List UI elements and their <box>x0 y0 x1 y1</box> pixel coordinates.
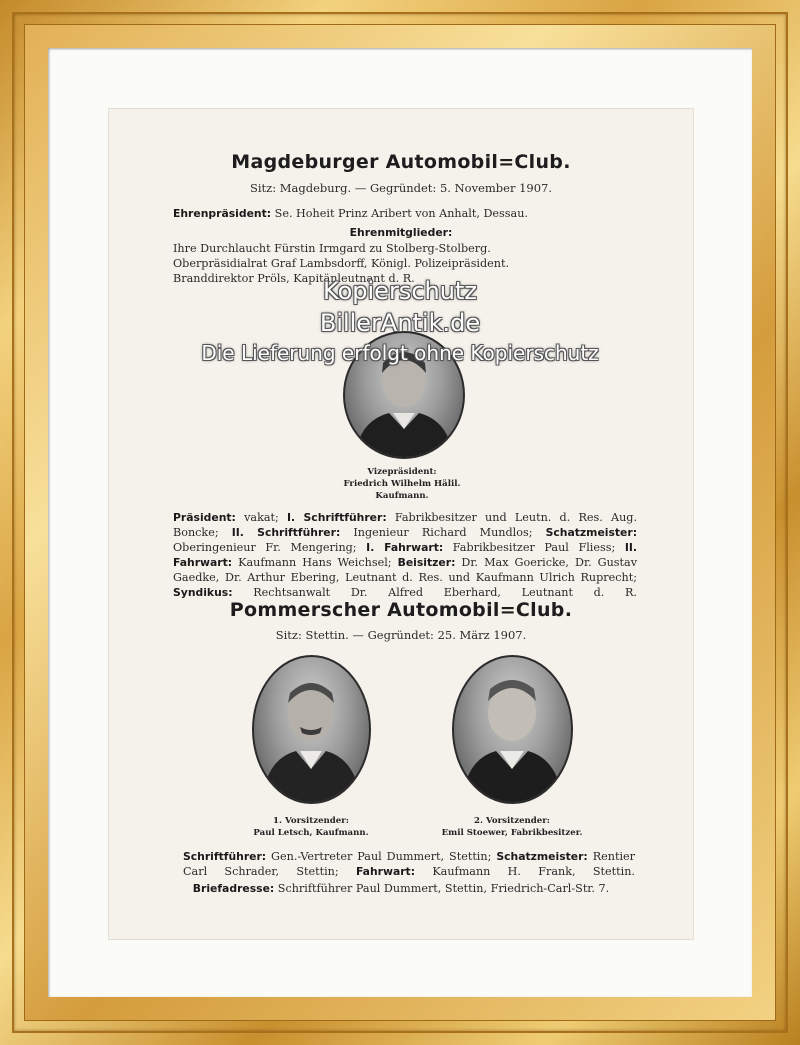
officer-label: Schatzmeister: <box>496 850 588 863</box>
club1-members <box>173 510 637 600</box>
member-text: Ingenieur Richard Mundlos; <box>340 526 546 539</box>
portrait-stoewer <box>452 655 573 804</box>
officer-text: Rentier Carl Schrader, Stettin; <box>183 850 635 878</box>
officer-text: Gen.-Vertreter Paul Dummert, Stettin; <box>266 850 497 863</box>
print-page <box>108 108 694 940</box>
member-text: Dr. Max Goericke, Dr. Gustav Gaedke, Dr. Arthur Ebering, Leutnant d. Res. und Kaufmann Ulrich Ruprecht; <box>173 556 638 584</box>
ehrenmitglieder-heading: Ehrenmitglieder: <box>349 226 453 239</box>
ehrenpraesident-line <box>173 206 528 221</box>
portrait-letsch <box>252 655 371 804</box>
ehrenmitglied-item: Oberpräsidialrat Graf Lambsdorff, Königl. Polizeipräsident. <box>173 257 510 270</box>
member-text: Oberingenieur Fr. Mengering; <box>173 541 367 554</box>
member-text: Fabrikbesitzer Paul Fliess; <box>443 541 625 554</box>
member-label: Beisitzer: <box>397 556 456 569</box>
letsch-caption: 1. Vorsitzender: Paul Letsch, Kaufmann. <box>253 816 369 838</box>
briefadresse-label: Briefadresse: <box>192 882 275 895</box>
member-label: Schatzmeister: <box>545 526 638 539</box>
watermark-line2: BillerAntik.de <box>319 309 481 337</box>
ehrenpraesident-value: Se. Hoheit Prinz Aribert von Anhalt, Dessau. <box>274 207 528 220</box>
portrait-photo <box>254 657 369 802</box>
member-text: Kaufmann Hans Weichsel; <box>232 556 398 569</box>
watermark-line1: Kopierschutz <box>323 277 477 305</box>
ehrenpraesident-label: Ehrenpräsident: <box>173 207 272 220</box>
member-text: vakat; <box>235 511 287 524</box>
portrait-photo <box>454 657 571 802</box>
member-label: II. Fahrwart: <box>173 541 637 569</box>
member-label: I. Fahrwart: <box>366 541 444 554</box>
vizepraesident-caption: Vizepräsident: Friedrich Wilhelm Hälil. Kaufmann. <box>343 467 461 501</box>
ehrenmitglied-item: Branddirektor Pröls, Kapitänleutnant d. R. <box>173 272 415 285</box>
member-label: Präsident: <box>173 511 236 524</box>
ehrenmitglied-item: Ihre Durchlaucht Fürstin Irmgard zu Stolberg-Stolberg. <box>173 242 491 255</box>
stoewer-caption: 2. Vorsitzender: Emil Stoewer, Fabrikbesitzer. <box>441 816 583 838</box>
club2-officers <box>183 849 635 879</box>
club1-sitz: Sitz: Magdeburg. — Gegründet: 5. November 1907. <box>249 181 553 195</box>
club2-title: Pommerscher Automobil=Club. <box>229 599 573 621</box>
briefadresse-line <box>109 881 693 896</box>
briefadresse-text: Schriftführer Paul Dummert, Stettin, Friedrich-Carl-Str. 7. <box>274 882 610 895</box>
officer-label: Schriftführer: <box>183 850 267 863</box>
member-label: I. Schriftführer: <box>287 511 387 524</box>
member-text: Rechtsanwalt Dr. Alfred Eberhard, Leutnant d. R. <box>232 586 637 599</box>
officer-label: Fahrwart: <box>355 865 416 878</box>
member-label: II. Schriftführer: <box>231 526 341 539</box>
watermark-line3: Die Lieferung erfolgt ohne Kopierschutz <box>201 341 599 365</box>
club2-sitz: Sitz: Stettin. — Gegründet: 25. März 1907. <box>275 628 527 642</box>
member-label: Syndikus: <box>173 586 233 599</box>
officer-text: Kaufmann H. Frank, Stettin. <box>415 865 635 878</box>
club1-title: Magdeburger Automobil=Club. <box>231 151 571 173</box>
member-text: Fabrikbesitzer und Leutn. d. Res. Aug. Boncke; <box>173 511 638 539</box>
